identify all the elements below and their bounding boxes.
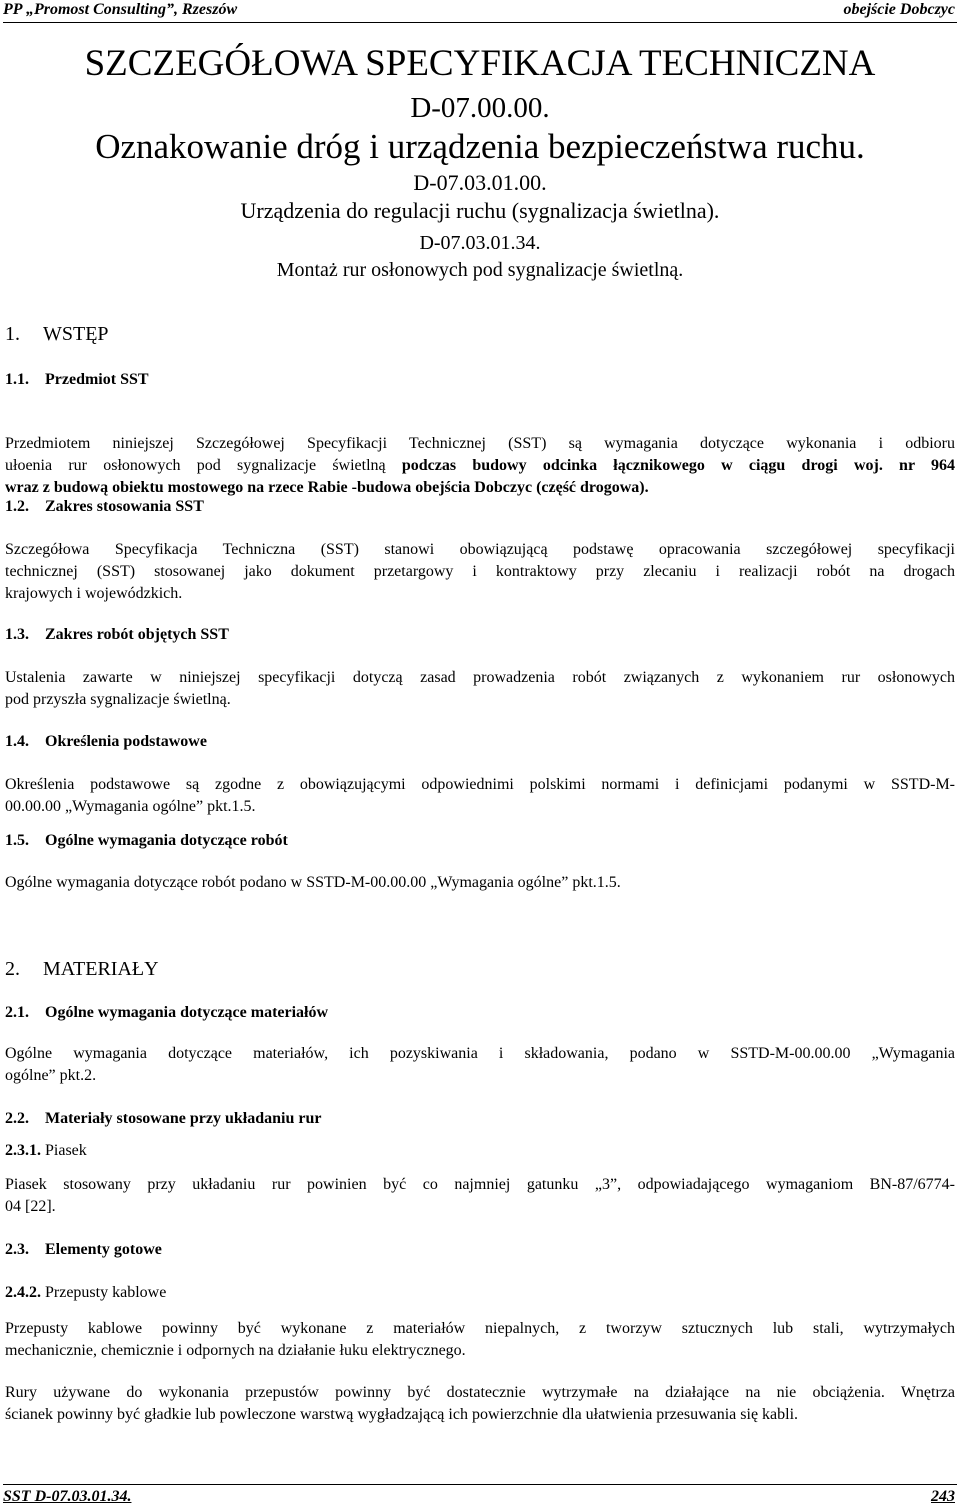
doc-spec-title: Montaż rur osłonowych pod sygnalizacje świetlną. xyxy=(276,259,684,281)
subsection-heading-1-2: 1.2. Zakres stosowania SST xyxy=(5,498,204,515)
subsection-heading-1-1: 1.1. Przedmiot SST xyxy=(5,371,149,388)
paragraph-1-5: Ogólne wymagania dotyczące robót podano w SSTD-M-00.00.00 „Wymagania ogólne” pkt.1.5. xyxy=(5,874,621,891)
header-company: PP „Promost Consulting”, Rzeszów xyxy=(3,1,238,18)
paragraph-2-4-2-b: Rury używane do wykonania przepustów powinny być dostatecznie wytrzymałe na działające na nie obciążenia. Wnętrza ścianek powinny być gładkie lub powleczone warstwą wygładzającą ich powierzchnie dla ułatwienia przesuwania się kabli. xyxy=(5,1384,955,1423)
subsection-heading-2-2: 2.2. Materiały stosowane przy układaniu rur xyxy=(5,1110,322,1127)
paragraph-1-1-line-2: ułoenia rur osłonowych pod sygnalizacje świetlną podczas budowy odcinka łącznikowego w ciągu drogi woj. nr 964 xyxy=(5,457,955,474)
doc-subtitle: Oznakowanie dróg i urządzenia bezpieczeństwa ruchu. xyxy=(95,127,865,166)
doc-title: SZCZEGÓŁOWA SPECYFIKACJA TECHNICZNA xyxy=(84,43,876,84)
paragraph-1-1: Przedmiotem niniejszej Szczegółowej Specyfikacji Technicznej (SST) są wymagania dotyczące wykonania i odbioru ułoenia rur osłonowych pod sygnalizacje świetlną podczas budowy odcinka łącznikowego w ciągu drogi woj. nr 964 wraz z budową obiektu mostowego na rzece Rabie -budowa obejścia Dobczyc (część drogowa). xyxy=(5,435,955,496)
doc-code-main: D-07.00.00. xyxy=(410,92,550,124)
paragraph-1-4: Określenia podstawowe są zgodne z obowiązującymi odpowiednimi polskimi normami i definicjami podanymi w SSTD-M- 00.00.00 „Wymagania ogólne” pkt.1.5. xyxy=(5,776,955,815)
paragraph-1-2: Szczegółowa Specyfikacja Techniczna (SST) stanowi obowiązującą podstawę opracowania szczegółowej specyfikacji technicznej (SST) stosowanej jako dokument przetargowy i kontraktowy przy zlecaniu i realizacji robót na drogach krajowych i wojewódzkich. xyxy=(5,541,955,602)
paragraph-2-4-2-a: Przepusty kablowe powinny być wykonane z materiałów niepalnych, z tworzyw sztucznych lub stali, wytrzymałych mechanicznie, chemicznie i odpornych na działanie łuku elektrycznego. xyxy=(5,1320,955,1359)
section-heading-2: 2. MATERIAŁY xyxy=(5,958,159,980)
subsection-heading-2-3-1: 2.3.1. Piasek xyxy=(5,1142,87,1159)
page-footer xyxy=(3,1484,957,1507)
subsection-heading-1-5: 1.5. Ogólne wymagania dotyczące robót xyxy=(5,832,288,849)
subsection-heading-1-3: 1.3. Zakres robót objętych SST xyxy=(5,626,229,643)
section-heading-1: 1. WSTĘP xyxy=(5,323,109,345)
doc-code-spec: D-07.03.01.34. xyxy=(419,232,541,254)
paragraph-2-3-1: Piasek stosowany przy układaniu rur powinien być co najmniej gatunku „3”, odpowiadającego wymaganiom BN-87/6774- 04 [22]. xyxy=(5,1176,955,1215)
subsection-heading-2-1: 2.1. Ogólne wymagania dotyczące materiałów xyxy=(5,1004,329,1021)
footer-spec-code: SST D-07.03.01.34. xyxy=(3,1488,132,1505)
header-project: obejście Dobczyc xyxy=(843,1,955,18)
page-number: 243 xyxy=(931,1488,955,1505)
paragraph-1-3: Ustalenia zawarte w niniejszej specyfikacji dotyczą zasad prowadzenia robót związanych z wykonaniem rur osłonowych pod przyszła sygnalizacje świetlną. xyxy=(5,669,955,708)
doc-code-group: D-07.03.01.00. xyxy=(413,170,547,195)
subsection-heading-2-4-2: 2.4.2. Przepusty kablowe xyxy=(5,1284,167,1301)
doc-group-title: Urządzenia do regulacji ruchu (sygnalizacja świetlna). xyxy=(240,198,720,223)
paragraph-2-1: Ogólne wymagania dotyczące materiałów, ich pozyskiwania i składowania, podano w SSTD-M-00.00.00 „Wymagania ogólne” pkt.2. xyxy=(5,1045,955,1084)
subsection-heading-2-3: 2.3. Elementy gotowe xyxy=(5,1241,162,1258)
subsection-heading-1-4: 1.4. Określenia podstawowe xyxy=(5,733,207,750)
page-header xyxy=(3,0,957,23)
